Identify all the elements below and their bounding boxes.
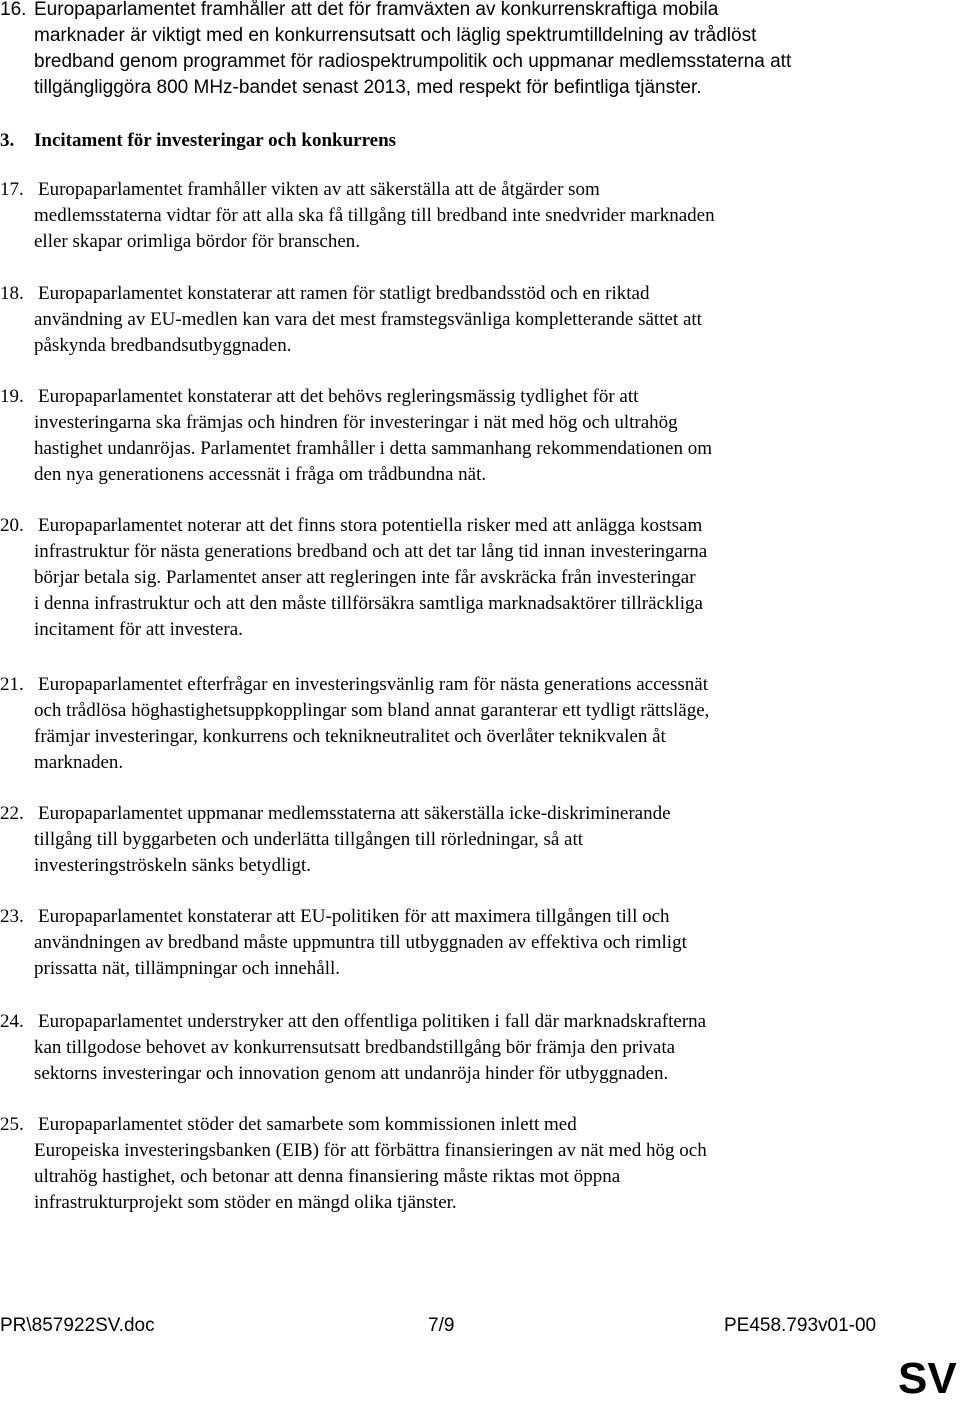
page-footer xyxy=(0,1313,960,1339)
paragraph-line: Europaparlamentet noterar att det finns stora potentiella risker med att anlägga kostsam xyxy=(38,515,703,536)
paragraph-line: Europaparlamentet stöder det samarbete som kommissionen inlett med xyxy=(38,1114,577,1135)
paragraph-line: Europaparlamentet understryker att den offentliga politiken i fall där marknadskrafterna xyxy=(38,1011,707,1032)
paragraph-line: incitament för att investera. xyxy=(34,619,243,640)
paragraph-number: 24. xyxy=(0,1011,24,1032)
paragraph-line: marknader är viktigt med en konkurrensutsatt och läglig spektrumtilldelning av trådlöst xyxy=(34,25,757,46)
paragraph-number: 21. xyxy=(0,674,24,695)
paragraph-line: främjar investeringar, konkurrens och teknikneutralitet och överlåter teknikvalen åt xyxy=(34,726,666,747)
paragraph-line: sektorns investeringar och innovation genom att undanröja hinder för utbyggnaden. xyxy=(34,1063,669,1084)
paragraph-line: Europaparlamentet framhåller vikten av att säkerställa att de åtgärder som xyxy=(38,179,600,200)
paragraph-line: investeringströskeln sänks betydligt. xyxy=(34,855,312,876)
paragraph-line: prissatta nät, tillämpningar och innehåll. xyxy=(34,958,341,979)
paragraph-number: 19. xyxy=(0,386,24,407)
paragraph-line: tillgängliggöra 800 MHz-bandet senast 2013, med respekt för befintliga tjänster. xyxy=(34,77,702,98)
paragraph-line: påskynda bredbandsutbyggnaden. xyxy=(34,335,292,356)
paragraph-number: 17. xyxy=(0,179,24,200)
paragraph-line: infrastruktur för nästa generations bredband och att det tar lång tid innan investeringarna xyxy=(34,541,708,562)
paragraph-line: ultrahög hastighet, och betonar att denna finansiering måste riktas mot öppna xyxy=(34,1166,621,1187)
paragraph-number: 22. xyxy=(0,803,24,824)
paragraph-line: Europaparlamentet konstaterar att EU-politiken för att maximera tillgången till och xyxy=(38,906,670,927)
paragraph-line: Europaparlamentet konstaterar att ramen för statligt bredbandsstöd och en riktad xyxy=(38,283,650,304)
paragraph-line: medlemsstaterna vidtar för att alla ska få tillgång till bredband inte snedvrider marknaden xyxy=(34,205,715,226)
paragraph-line: i denna infrastruktur och att den måste tillförsäkra samtliga marknadsaktörer tillräckliga xyxy=(34,593,703,614)
paragraph-line: Europaparlamentet framhåller att det för framväxten av konkurrenskraftiga mobila xyxy=(34,0,719,20)
paragraph-line: investeringarna ska främjas och hindren för investeringar i nät med hög och ultrahög xyxy=(34,412,678,433)
pe-reference: PE458.793v01-00 xyxy=(724,1315,877,1336)
paragraph-number: 20. xyxy=(0,515,24,536)
section-number: 3. xyxy=(0,130,15,151)
page-number: 7/9 xyxy=(428,1315,455,1336)
paragraph-line: användningen av bredband måste uppmuntra till utbyggnaden av effektiva och rimligt xyxy=(34,932,687,953)
paragraph-line: den nya generationens accessnät i fråga om trådbundna nät. xyxy=(34,464,487,485)
paragraph-line: och trådlösa höghastighetsuppkopplingar som bland annat garanterar ett tydligt rättsläge, xyxy=(34,700,710,721)
paragraph-number: 16. xyxy=(0,0,27,20)
language-badge: SV xyxy=(898,1354,957,1403)
paragraph-line: eller skapar orimliga bördor för branschen. xyxy=(34,231,361,252)
paragraph-line: användning av EU-medlen kan vara det mest framstegsvänliga kompletterande sättet att xyxy=(34,309,702,330)
paragraph-number: 23. xyxy=(0,906,24,927)
paragraph-line: marknaden. xyxy=(34,752,124,773)
paragraph-line: kan tillgodose behovet av konkurrensutsatt bredbandstillgång bör främja den privata xyxy=(34,1037,676,1058)
paragraph-line: börjar betala sig. Parlamentet anser att regleringen inte får avskräcka från investeringar xyxy=(34,567,696,588)
document-reference: PR\857922SV.doc xyxy=(0,1315,155,1336)
paragraph-line: hastighet undanröjas. Parlamentet framhåller i detta sammanhang rekommendationen om xyxy=(34,438,712,459)
paragraph-line: Europaparlamentet konstaterar att det behövs regleringsmässig tydlighet för att xyxy=(38,386,639,407)
paragraph-line: Europeiska investeringsbanken (EIB) för att förbättra finansieringen av nät med hög och xyxy=(34,1140,707,1161)
paragraph-line: Europaparlamentet uppmanar medlemsstaterna att säkerställa icke-diskriminerande xyxy=(38,803,671,824)
paragraph-number: 25. xyxy=(0,1114,24,1135)
paragraph-line: infrastrukturprojekt som stöder en mängd olika tjänster. xyxy=(34,1192,457,1213)
paragraph-line: tillgång till byggarbeten och underlätta tillgången till rörledningar, så att xyxy=(34,829,584,850)
paragraph-line: Europaparlamentet efterfrågar en investeringsvänlig ram för nästa generations accessnät xyxy=(38,674,708,695)
paragraph-line: bredband genom programmet för radiospektrumpolitik och uppmanar medlemsstaterna att xyxy=(34,51,792,72)
paragraph-number: 18. xyxy=(0,283,24,304)
section-title: Incitament för investeringar och konkurrens xyxy=(34,130,397,151)
